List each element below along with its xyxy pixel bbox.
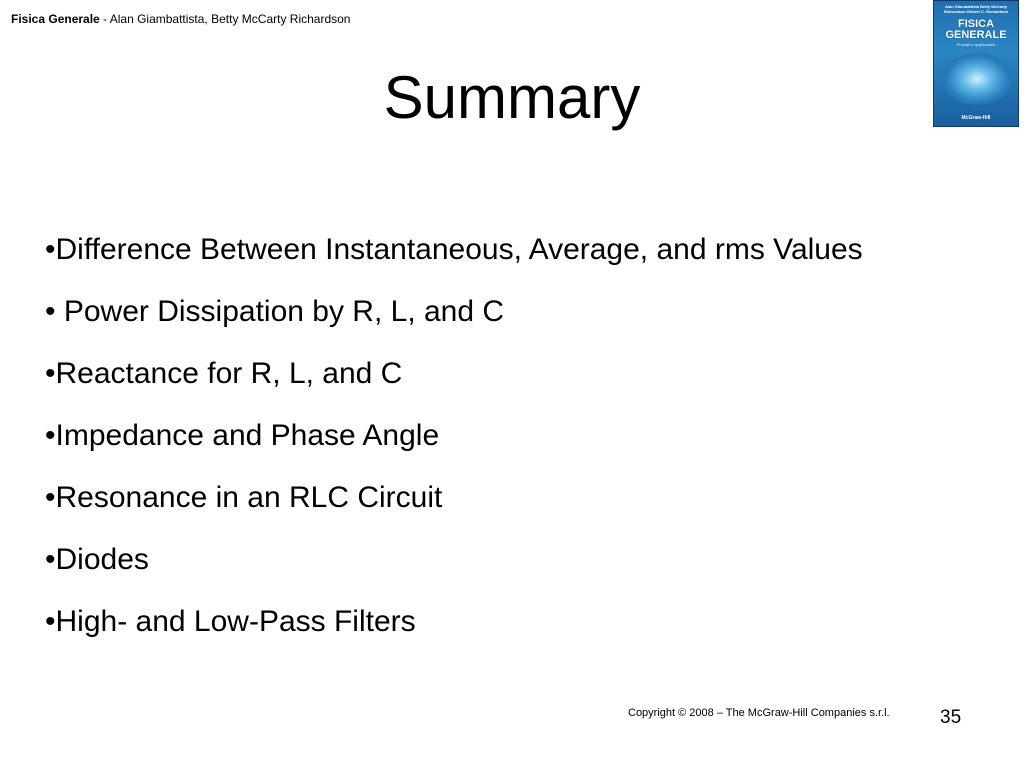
list-item: •Impedance and Phase Angle <box>45 419 440 452</box>
list-item: •Diodes <box>45 543 149 576</box>
list-item: • Power Dissipation by R, L, and C <box>45 295 505 328</box>
cover-title: FISICA GENERALE <box>945 18 1007 41</box>
book-header <box>11 12 350 26</box>
book-title: Fisica Generale <box>11 12 100 26</box>
slide-title: Summary <box>383 64 641 131</box>
list-item: •Difference Between Instantaneous, Average, and rms Values <box>45 233 863 266</box>
cover-publisher: McGraw-Hill <box>961 115 991 121</box>
page-number: 35 <box>940 707 962 728</box>
list-item: •Resonance in an RLC Circuit <box>45 481 443 514</box>
cover-authors: Alan Giambattista Betty McCarty Richardson Robert C. Richardson <box>943 4 1009 14</box>
cover-subtitle: Principi e applicazioni <box>956 42 996 47</box>
summary-list <box>45 230 905 664</box>
list-item: •Reactance for R, L, and C <box>45 357 403 390</box>
copyright-notice: Copyright © 2008 – The McGraw-Hill Companies s.r.l. <box>628 707 890 719</box>
book-authors: - Alan Giambattista, Betty McCarty Richardson <box>99 12 351 26</box>
list-item: •High- and Low-Pass Filters <box>45 605 416 638</box>
